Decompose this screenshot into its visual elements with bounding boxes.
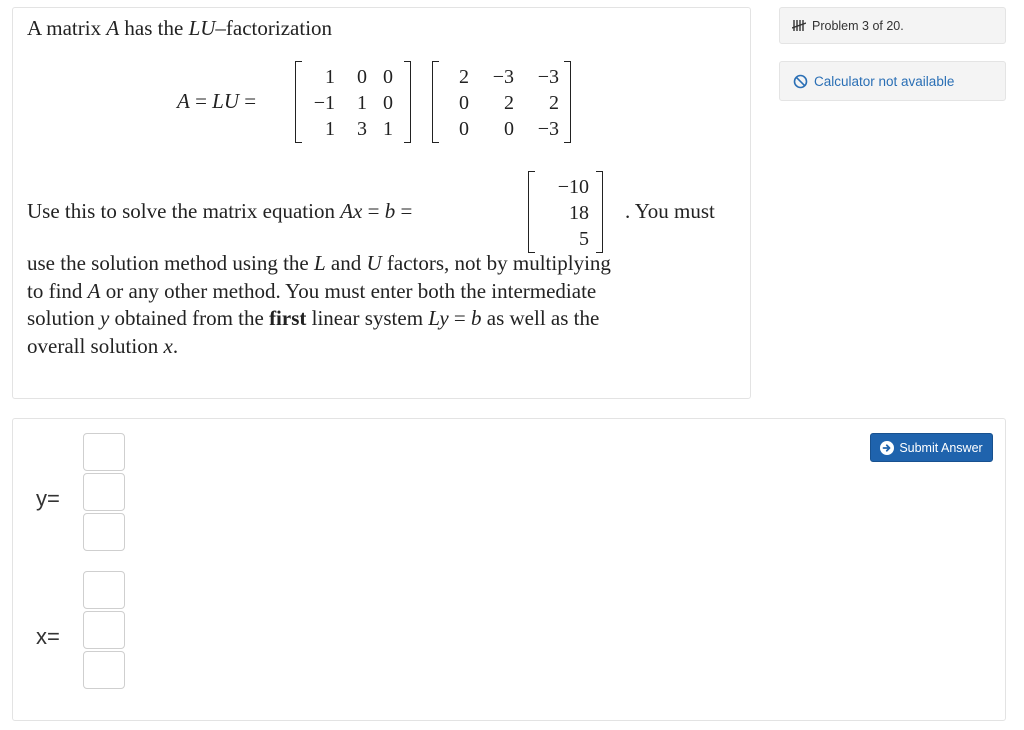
problem-card xyxy=(12,7,751,399)
para-text: factors, not by multiplying to find xyxy=(27,251,611,303)
para-text: linear system xyxy=(306,306,429,330)
intro-var-a: A xyxy=(106,16,120,40)
solve-b: b xyxy=(384,199,396,223)
para-var: b xyxy=(471,306,482,330)
para-text: use the solution method using the xyxy=(27,251,314,275)
matrix-u xyxy=(432,61,571,143)
matrix-cell: 1 xyxy=(325,118,335,140)
y-input-1[interactable] xyxy=(83,433,125,471)
eq-var-a: A xyxy=(177,89,190,113)
calculator-status[interactable] xyxy=(779,61,1006,101)
para-var: x xyxy=(163,333,173,358)
vector-cell: −10 xyxy=(557,176,589,198)
x-answer-label: x= xyxy=(36,624,60,649)
matrix-cell: 0 xyxy=(459,92,469,114)
para-text: as well as the overall solution xyxy=(27,306,600,358)
y-answer-label: y= xyxy=(36,486,60,511)
para-var: L xyxy=(313,251,326,275)
matrix-cell: 0 xyxy=(357,66,367,88)
bracket-right xyxy=(596,171,603,253)
calculator-status-label: Calculator not available xyxy=(814,73,955,89)
intro-text: –factorization xyxy=(215,16,333,40)
matrix-cell: 2 xyxy=(459,66,469,88)
x-input-3[interactable] xyxy=(83,651,125,689)
vector-cell: 18 xyxy=(569,202,589,224)
bracket-right xyxy=(404,61,411,143)
intro-text: A matrix xyxy=(27,16,107,40)
arrow-circle-right-icon xyxy=(880,441,894,455)
submit-answer-label: Submit Answer xyxy=(899,440,983,455)
submit-answer-button[interactable] xyxy=(870,433,993,462)
matrix-cell: −3 xyxy=(492,66,514,88)
para-text: or any other method. You must enter both the intermediate solution xyxy=(27,278,597,330)
vector-cell: 5 xyxy=(579,228,589,250)
matrix-cell: 0 xyxy=(383,66,393,88)
para-bold-first: first xyxy=(269,306,307,330)
lu-equation-label xyxy=(177,89,256,114)
vector-b xyxy=(528,171,603,253)
para-var: Ly xyxy=(428,306,449,330)
bracket-right xyxy=(564,61,571,143)
eq-equals: = xyxy=(189,89,213,113)
solve-equals: = xyxy=(395,199,413,223)
x-input-1[interactable] xyxy=(83,571,125,609)
intro-text: has the xyxy=(119,16,189,40)
para-var: U xyxy=(366,251,382,275)
eq-lu: LU xyxy=(212,89,240,113)
answer-card xyxy=(12,418,1006,721)
matrix-cell: 1 xyxy=(325,66,335,88)
para-var: y xyxy=(99,306,110,330)
bracket-left xyxy=(432,61,439,143)
y-input-3[interactable] xyxy=(83,513,125,551)
para-var: A xyxy=(87,278,101,303)
matrix-cell: 0 xyxy=(504,118,514,140)
para-text: = xyxy=(448,306,471,330)
matrix-cell: 3 xyxy=(357,118,367,140)
y-input-2[interactable] xyxy=(83,473,125,511)
intro-lu: LU xyxy=(188,16,216,40)
x-input-2[interactable] xyxy=(83,611,125,649)
problem-intro xyxy=(27,16,332,41)
matrix-cell: −3 xyxy=(537,66,559,88)
matrix-cell: 1 xyxy=(357,92,367,114)
solve-equation-line xyxy=(27,199,412,224)
problem-counter-label: Problem 3 of 20. xyxy=(812,18,904,33)
matrix-cell: 0 xyxy=(383,92,393,114)
matrix-cell: −1 xyxy=(313,92,335,114)
bracket-left xyxy=(528,171,535,253)
solve-equals: = xyxy=(362,199,385,223)
matrix-cell: 2 xyxy=(504,92,514,114)
para-text: and xyxy=(325,251,367,275)
eq-equals: = xyxy=(239,89,257,113)
solve-text: Use this to solve the matrix equation xyxy=(27,199,341,223)
matrix-cell: 2 xyxy=(549,92,559,114)
matrix-cell: 1 xyxy=(383,118,393,140)
you-must-text: . You must xyxy=(625,199,715,223)
ban-icon xyxy=(793,74,808,89)
bracket-left xyxy=(295,61,302,143)
para-text: . xyxy=(172,333,179,358)
matrix-l xyxy=(295,61,411,143)
problem-instructions xyxy=(27,250,742,360)
tally-icon xyxy=(792,20,806,31)
matrix-cell: 0 xyxy=(459,118,469,140)
matrix-cell: −3 xyxy=(537,118,559,140)
solve-ax: Ax xyxy=(340,199,363,223)
problem-counter xyxy=(779,7,1006,44)
para-text: obtained from the xyxy=(109,306,270,330)
